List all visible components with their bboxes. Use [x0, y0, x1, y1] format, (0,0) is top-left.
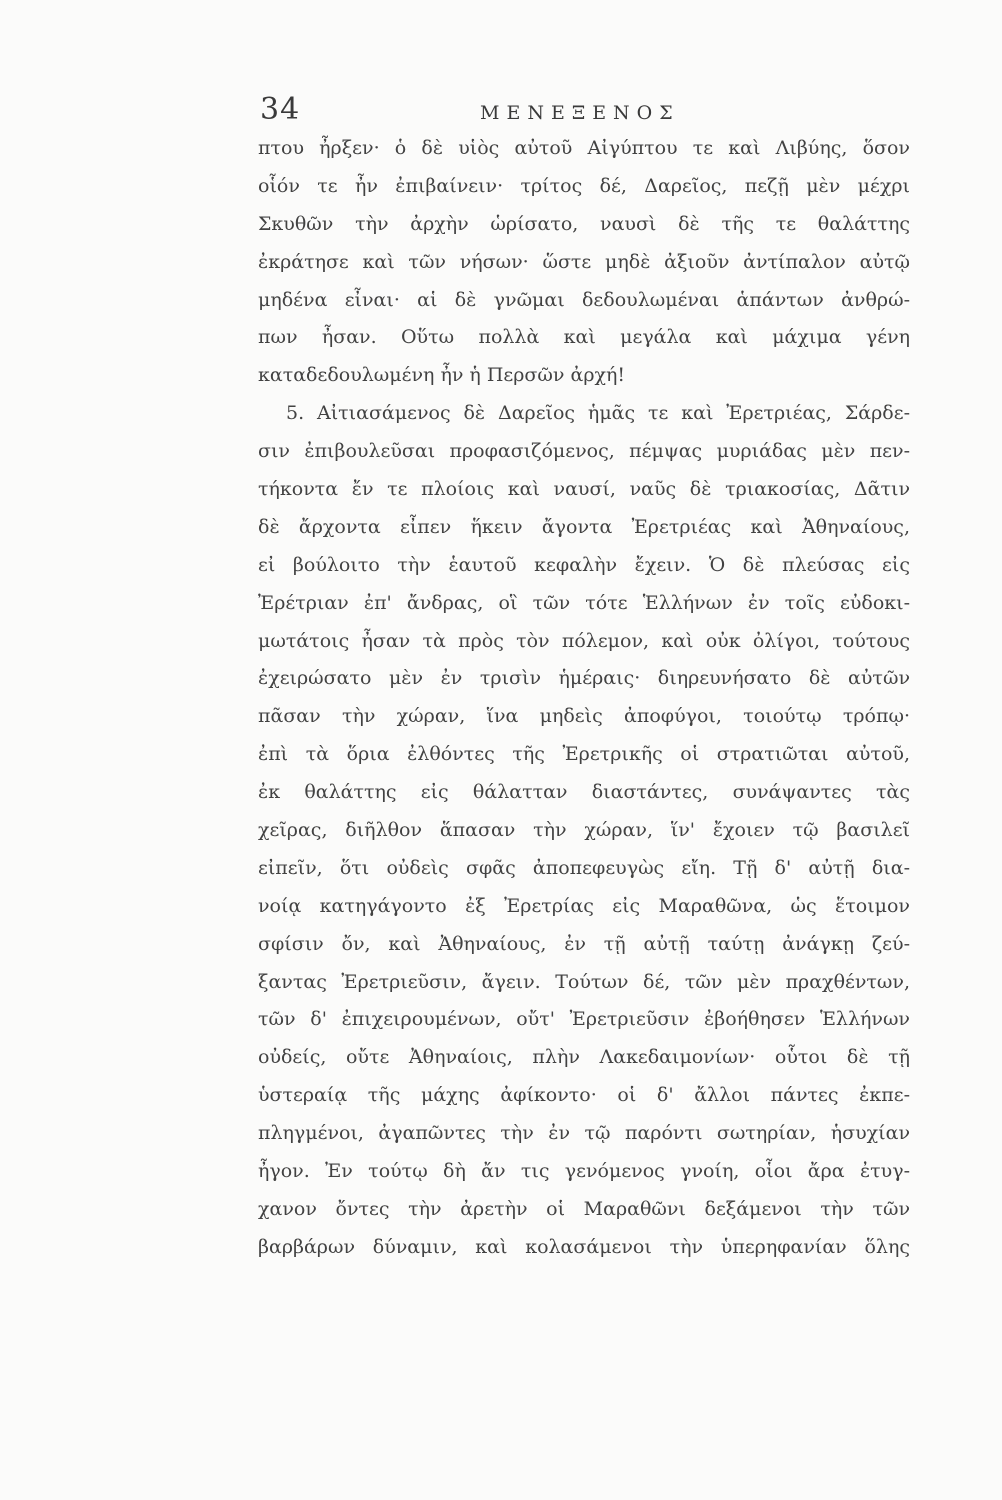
text-line: σφίσιν ὄν, καὶ Ἀθηναίους, ἐν τῇ αὐτῇ ταύτῃ ἀνάγκῃ ζεύ- [258, 932, 910, 955]
text-line: πληγμένοι, ἀγαπῶντες τὴν ἐν τῷ παρόντι σωτηρίαν, ἡσυχίαν [258, 1122, 910, 1145]
text-line: μωτάτοις ἦσαν τὰ πρὸς τὸν πόλεμον, καὶ οὐκ ὀλίγοι, τούτους [258, 629, 910, 652]
page-header [258, 92, 908, 132]
text-line: πᾶσαν τὴν χώραν, ἵνα μηδεὶς ἀποφύγοι, τοιούτῳ τρόπῳ· [258, 705, 910, 728]
text-line: τήκοντα ἔν τε πλοίοις καὶ ναυσί, ναῦς δὲ τριακοσίας, Δᾶτιν [258, 478, 910, 501]
text-line: πτου ἦρξεν· ὁ δὲ υἱὸς αὐτοῦ Αἰγύπτου τε καὶ Λιβύης, ὅσον [258, 137, 910, 159]
text-line: σιν ἐπιβουλεῦσαι προφασιζόμενος, πέμψας μυριάδας μὲν πεν- [258, 440, 910, 463]
text-line: εἰ βούλοιτο τὴν ἑαυτοῦ κεφαλὴν ἔχειν. Ὁ δὲ πλεύσας εἰς [258, 553, 910, 576]
running-title: ΜΕΝΕΞΕΝΟΣ [480, 102, 680, 124]
text-line: ἐκράτησε καὶ τῶν νήσων· ὥστε μηδὲ ἀξιοῦν ἀντίπαλον αὐτῷ [258, 250, 910, 273]
text-line: οἷόν τε ἦν ἐπιβαίνειν· τρίτος δέ, Δαρεῖος, πεζῇ μὲν μέχρι [258, 174, 910, 197]
text-line: βαρβάρων δύναμιν, καὶ κολασάμενοι τὴν ὑπερηφανίαν ὅλης [258, 1235, 910, 1258]
text-line: ἐπὶ τὰ ὅρια ἐλθόντες τῆς Ἐρετρικῆς οἱ στρατιῶται αὐτοῦ, [258, 743, 910, 766]
text-line: τῶν δ' ἐπιχειρουμένων, οὔτ' Ἐρετριεῦσιν ἐβοήθησεν Ἑλλήνων [258, 1008, 910, 1031]
text-line: χανον ὄντες τὴν ἀρετὴν οἱ Μαραθῶνι δεξάμενοι τὴν τῶν [258, 1197, 910, 1220]
text-line: ὑστεραίᾳ τῆς μάχης ἀφίκοντο· οἱ δ' ἄλλοι πάντες ἐκπε- [258, 1084, 910, 1107]
text-line: καταδεδουλωμένη ἦν ἡ Περσῶν ἀρχή! [258, 364, 626, 387]
text-line: ἐχειρώσατο μὲν ἐν τρισὶν ἡμέραις· διηρευνήσατο δὲ αὐτῶν [258, 667, 910, 690]
text-line: Σκυθῶν τὴν ἀρχὴν ὡρίσατο, ναυσὶ δὲ τῆς τε θαλάττης [258, 212, 910, 235]
text-line: εἰπεῖν, ὅτι οὐδεὶς σφᾶς ἀποπεφευγὼς εἴη. Τῇ δ' αὐτῇ δια- [258, 856, 910, 879]
body-text [258, 130, 910, 1267]
text-line: μηδένα εἶναι· αἱ δὲ γνῶμαι δεδουλωμέναι ἁπάντων ἀνθρώ- [258, 288, 910, 311]
text-line: νοίᾳ κατηγάγοντο ἐξ Ἐρετρίας εἰς Μαραθῶνα, ὡς ἕτοιμον [258, 894, 910, 917]
text-line: ξαντας Ἐρετριεῦσιν, ἄγειν. Τούτων δέ, τῶν μὲν πραχθέντων, [258, 970, 910, 993]
text-line: χεῖρας, διῆλθον ἅπασαν τὴν χώραν, ἵν' ἔχοιεν τῷ βασιλεῖ [258, 819, 910, 842]
text-line: δὲ ἄρχοντα εἶπεν ἥκειν ἄγοντα Ἐρετριέας καὶ Ἀθηναίους, [258, 515, 910, 538]
section-start-line: 5. Αἰτιασάμενος δὲ Δαρεῖος ἡμᾶς τε καὶ Ἐρετριέας, Σάρδε- [286, 402, 910, 425]
text-line: ἐκ θαλάττης εἰς θάλατταν διαστάντες, συνάψαντες τὰς [258, 781, 910, 804]
text-line: ἦγον. Ἐν τούτῳ δὴ ἄν τις γενόμενος γνοίη, οἷοι ἄρα ἐτυγ- [258, 1160, 910, 1183]
text-line: οὐδείς, οὔτε Ἀθηναίοις, πλὴν Λακεδαιμονίων· οὗτοι δὲ τῇ [258, 1046, 910, 1069]
text-line: πων ἦσαν. Οὕτω πολλὰ καὶ μεγάλα καὶ μάχιμα γένη [258, 326, 910, 349]
text-line: Ἐρέτριαν ἐπ' ἄνδρας, οἳ τῶν τότε Ἑλλήνων ἐν τοῖς εὐδοκι- [258, 591, 910, 614]
page-number: 34 [260, 92, 301, 127]
